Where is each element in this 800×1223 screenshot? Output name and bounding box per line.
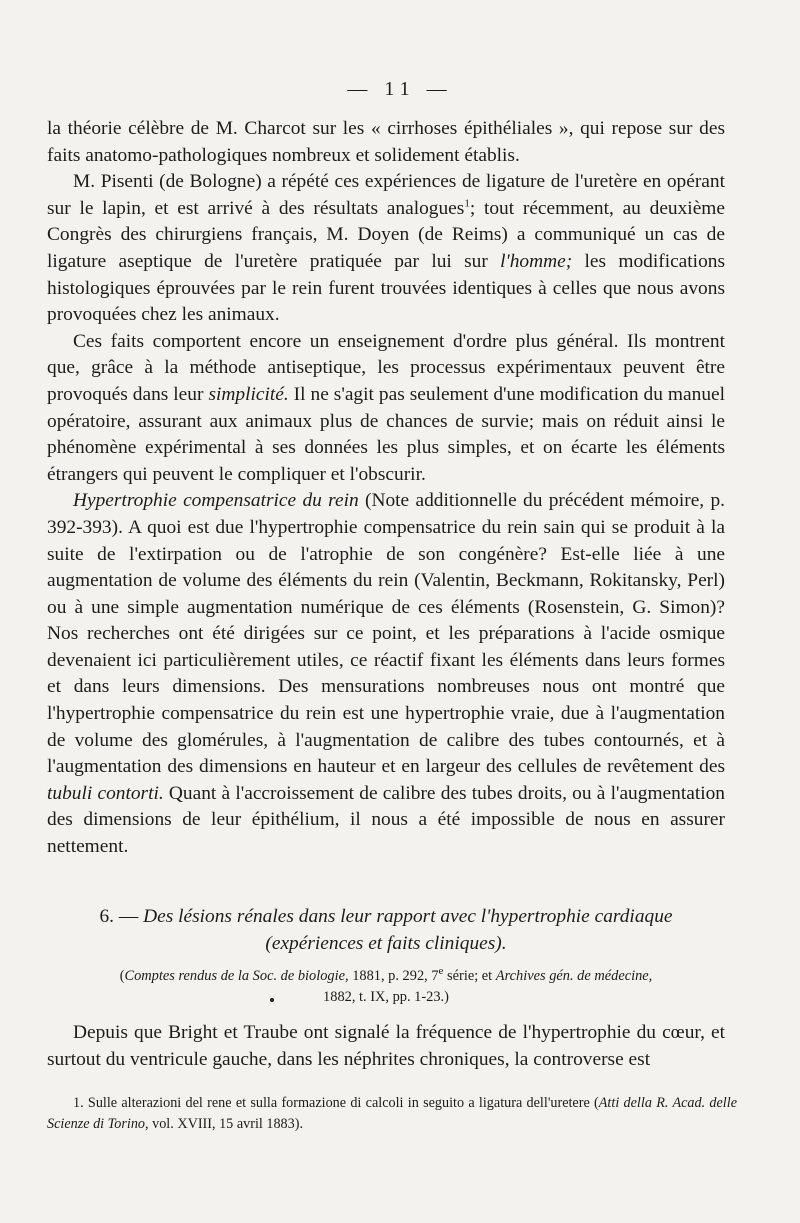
footnote: 1. Sulle alterazioni del rene et sulla formazione di calcoli in seguito a ligatura dell'uretere (Atti della R. Acad. delle Scienze di Torino, vol. XVIII, 15 avril 1883).	[47, 1095, 737, 1132]
paragraph-1: la théorie célèbre de M. Charcot sur les « cirrhoses épithéliales », qui repose sur des faits anatomo-pathologiques nombreux et solidement établis.	[47, 118, 725, 166]
section-number: 6.	[99, 906, 115, 927]
paragraph-4: Hypertrophie compensatrice du rein (Note additionnelle du précédent mémoire, p. 392-393). A quoi est due l'hypertrophie compensatrice du rein sain qui se produit à la suite de l'extirpation ou de l'atrophie de son congénère? Est-elle liée à une augmentation de volume des éléments du rein (Valentin, Beckmann, Rokitansky, Perl) ou à une simple augmentation numérique de ces éléments (Rosenstein, G. Simon)? Nos recherches ont été dirigées sur ce point, et les préparations à l'acide osmique devenaient ici particulièrement utiles, ce réactif fixant les éléments dans leurs formes et dans leurs dimensions. Des mensurations nombreuses nous ont montré que l'hypertrophie compensatrice du rein est une hypertrophie vraie, due à l'augmentation de volume des glomérules, à l'augmentation de calibre des tubes contournés, et à l'augmentation des dimensions en hauteur et en largeur des cellules de revêtement des tubuli contorti. Quant à l'accroissement de calibre des tubes droits, ou à l'augmentation des dimensions de leur épithélium, il nous a été impossible de nous en assurer nettement.	[47, 490, 726, 858]
page-number: — 11 —	[347, 78, 453, 100]
footnote-ref[interactable]: 1	[464, 197, 470, 210]
paragraph-3: Ces faits comportent encore un enseignement d'ordre plus général. Ils montrent que, grâce à la méthode antiseptique, les processus expérimentaux peuvent être provoqués dans leur simplicité. Il ne s'agit pas seulement d'une modification du manuel opératoire, assurant aux animaux plus de chances de survie; mais on réduit ainsi le phénomène expérimental à ses données les plus simples, et on écarte les éléments étrangers qui peuvent le compliquer et l'obscurir.	[47, 330, 726, 485]
section-title: Des lésions rénales dans leur rapport avec l'hypertrophie cardiaque	[143, 906, 673, 927]
footnote-number: 1.	[73, 1095, 84, 1111]
body-text	[47, 116, 725, 861]
paragraph-2: M. Pisenti (de Bologne) a répété ces expériences de ligature de l'uretère en opérant sur le lapin, et est arrivé à des résultats analogues$^1$; tout récemment, au deuxième Congrès des chirurgiens français, M. Doyen (de Reims) a communiqué un cas de ligature aseptique de l'uretère pratiquée par lui sur l'homme; les modifications histologiques éprouvées par le rein furent trouvées identiques à celles que nous avons provoquées chez les animaux.	[47, 171, 726, 326]
section-subtitle: (expériences et faits cliniques).	[265, 933, 507, 954]
citation: (Comptes rendus de la Soc. de biologie, 1881, p. 292, 7e série; et Archives gén. de médecine, 1882, t. IX, pp. 1-23.)	[119, 965, 653, 1005]
paragraph-5: Depuis que Bright et Traube ont signalé la fréquence de l'hypertrophie du cœur, et surtout du ventricule gauche, dans les néphrites chroniques, la controverse est	[47, 1022, 725, 1070]
section-heading: 6. — Des lésions rénales dans leur rapport avec l'hypertrophie cardiaque (expériences et faits cliniques).	[99, 906, 673, 954]
ink-dot	[270, 998, 274, 1002]
